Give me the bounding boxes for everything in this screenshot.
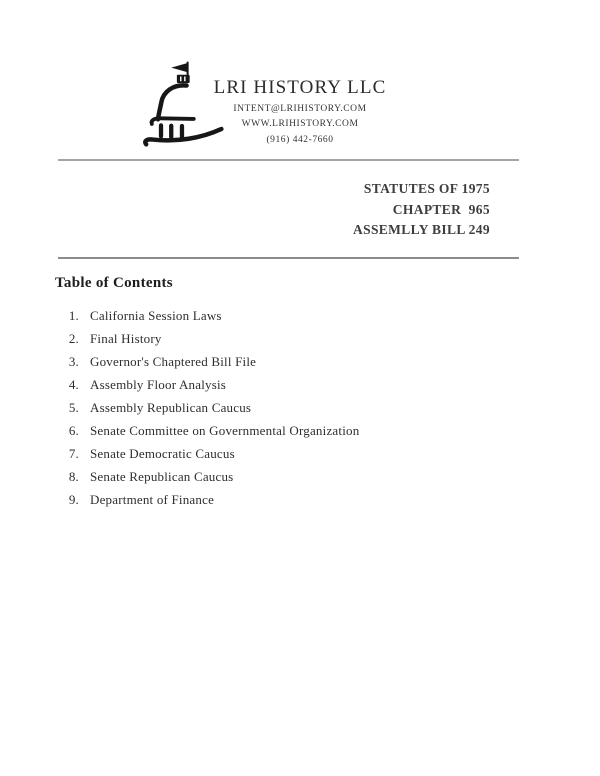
statute-reference-block	[353, 179, 490, 241]
toc-item-assembly-floor-analysis	[66, 373, 359, 396]
contact-block	[190, 102, 410, 148]
chapter-line: CHAPTER 965	[392, 201, 490, 217]
toc-item-number: 2.	[68, 331, 79, 346]
divider-top	[58, 159, 519, 161]
toc-item-assembly-republican-caucus	[66, 396, 359, 419]
toc-item-label: Assembly Floor Analysis	[90, 377, 227, 392]
toc-item-number: 8.	[68, 469, 79, 484]
assembly-bill-line: ASSEMLLY BILL 249	[352, 222, 490, 238]
toc-item-label: Senate Republican Caucus	[90, 469, 234, 484]
toc-item-label: Department of Finance	[90, 492, 215, 507]
toc-item-number: 4.	[68, 377, 79, 392]
toc-item-number: 6.	[68, 423, 79, 438]
toc-item-label: Assembly Republican Caucus	[90, 400, 252, 415]
letterhead	[190, 76, 410, 148]
toc-item-number: 5.	[68, 400, 79, 415]
toc-item-senate-republican-caucus	[66, 465, 359, 488]
toc-item-department-of-finance	[66, 488, 359, 511]
toc-list	[66, 304, 359, 511]
company-name: LRI HISTORY LLC	[213, 77, 387, 98]
toc-item-california-session-laws	[66, 304, 359, 327]
toc-item-number: 9.	[68, 492, 79, 507]
toc-item-label: California Session Laws	[90, 308, 222, 323]
divider-bottom	[58, 257, 519, 259]
toc-item-number: 7.	[68, 446, 79, 461]
toc-item-number: 3.	[68, 354, 79, 369]
statutes-line: STATUTES OF 1975	[363, 181, 490, 196]
toc-item-label: Final History	[90, 331, 162, 346]
toc-heading: Table of Contents	[55, 275, 173, 291]
toc-item-label: Senate Committee on Governmental Organization	[90, 423, 360, 438]
contact-email: INTENT@LRIHISTORY.COM	[233, 104, 367, 114]
toc-item-label: Governor's Chaptered Bill File	[90, 354, 257, 369]
contact-website: WWW.LRIHISTORY.COM	[241, 119, 359, 130]
toc-item-senate-democratic-caucus	[66, 442, 359, 465]
contact-phone: (916) 442-7660	[266, 134, 334, 145]
toc-item-senate-committee-governmental-organization	[66, 419, 359, 442]
toc-item-label: Senate Democratic Caucus	[90, 446, 235, 461]
toc-item-number: 1.	[68, 308, 79, 323]
toc-item-governors-chaptered-bill-file	[66, 350, 359, 373]
toc-item-final-history	[66, 327, 359, 350]
